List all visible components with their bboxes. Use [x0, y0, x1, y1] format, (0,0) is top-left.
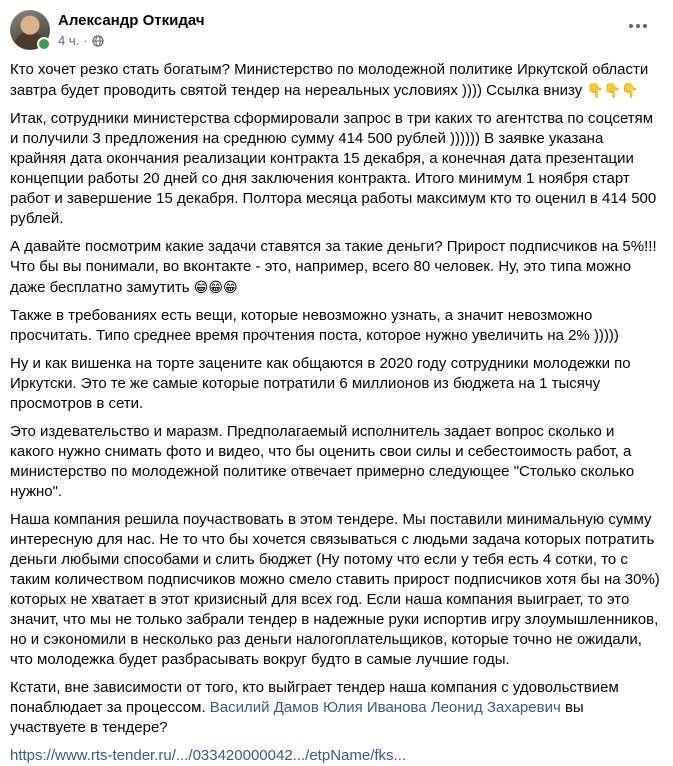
paragraph-1: Кто хочет резко стать богатым? Министерство по молодежной политике Иркутской области завтра будет проводить святой тендер на нереальных условиях )))) Ссылка внизу 👇👇👇: [10, 61, 649, 99]
online-status-icon: [37, 37, 51, 51]
paragraph-3: А давайте посмотрим какие задачи ставятся за такие деньги? Прирост подписчиков на 5%!!! Что бы вы понимали, во вконтакте - это, например, всего 80 человек. Ну, это типа можно даже бесплатно замутить 😁😁😁: [10, 238, 657, 296]
post-header: [10, 10, 659, 54]
more-options-icon[interactable]: [621, 14, 655, 38]
mention-link[interactable]: Юлия Иванова: [322, 699, 427, 716]
tender-link[interactable]: https://www.rts-tender.ru/.../033420000042.../etpName/fks...: [10, 747, 407, 764]
paragraph-7: Наша компания решила поучаствовать в этом тендере. Мы поставили минимальную сумму интересную для нас. Не то что бы хочется связываться с людьми задача которых потратить деньги любыми способами и слить бюджет (Ну потому что если у тебя есть 4 сотки, то с таким количеством подписчиков можно смело ставить прирост подписчиков хотя бы на 30%) которых не хватает в этот кризисный для всех год. Если наша компания выиграет, то это значит, что мы не только забрали тендер в надежные руки испортив игру злоумышленников, но и сэкономили в несколько раз деньги налогоплательщиков, которые точно не ожидали, что молодежка будет разбрасывать вокруг будто в самые лучшие годы.: [10, 511, 660, 668]
paragraph-4: Также в требованиях есть вещи, которые невозможно узнать, а значит невозможно просчитать. Типо среднее время прочтения поста, которое нужно увеличить на 2% ))))): [10, 307, 619, 344]
paragraph-8: Кстати, вне зависимости от того, кто выйграет тендер наша компания с удовольствием понаблюдает за процессом. Василий Дамов Юлия Иванова Леонид Захаревич вы участвуете в тендере?: [10, 679, 619, 736]
paragraph-2: Итак, сотрудники министерства сформировали запрос в три каких то агентства по соцсетям и получили 3 предложения на среднюю сумму 414 500 рублей )))))) В заявке указана крайняя дата окончания реализации контракта 15 декабря, а конечная дата презентации концепции работы 20 дней со дня заключения контракта. Итого минимум 1 ноября старт работ и завершение 15 декабря. Полтора месяца работы максимум кто то оценил в 414 500 рублей.: [10, 110, 657, 227]
pointing-down-emoji-icon: 👇👇👇: [586, 82, 639, 98]
globe-icon[interactable]: [92, 35, 104, 47]
paragraph-6: Это издевательство и маразм. Предполагаемый исполнитель задает вопрос сколько и какого нужно снимать фото и видео, что бы оценить свои силы и себестоимость работ, а министерство по молодежной политике отвечает примерно следующее "Столько сколько нужно".: [10, 423, 635, 500]
post-time[interactable]: 4 ч.: [58, 33, 80, 48]
meta-separator: ·: [83, 33, 88, 48]
author-name[interactable]: Александр Откидач: [58, 12, 205, 29]
grinning-emoji-icon: 😁😁😁: [193, 279, 238, 295]
mention-link[interactable]: Василий Дамов: [209, 699, 319, 716]
paragraph-5: Ну и как вишенка на торте зацените как общаются в 2020 году сотрудники молодежки по Иркутски. Это те же самые которые потратили 6 миллионов из бюджета на 1 тысячу просмотров в сети.: [10, 355, 631, 412]
avatar-container[interactable]: [10, 10, 50, 50]
paragraph-link: [10, 746, 660, 766]
post-text: [10, 54, 660, 766]
post-meta: [58, 33, 104, 48]
mention-link[interactable]: Леонид Захаревич: [430, 699, 561, 716]
